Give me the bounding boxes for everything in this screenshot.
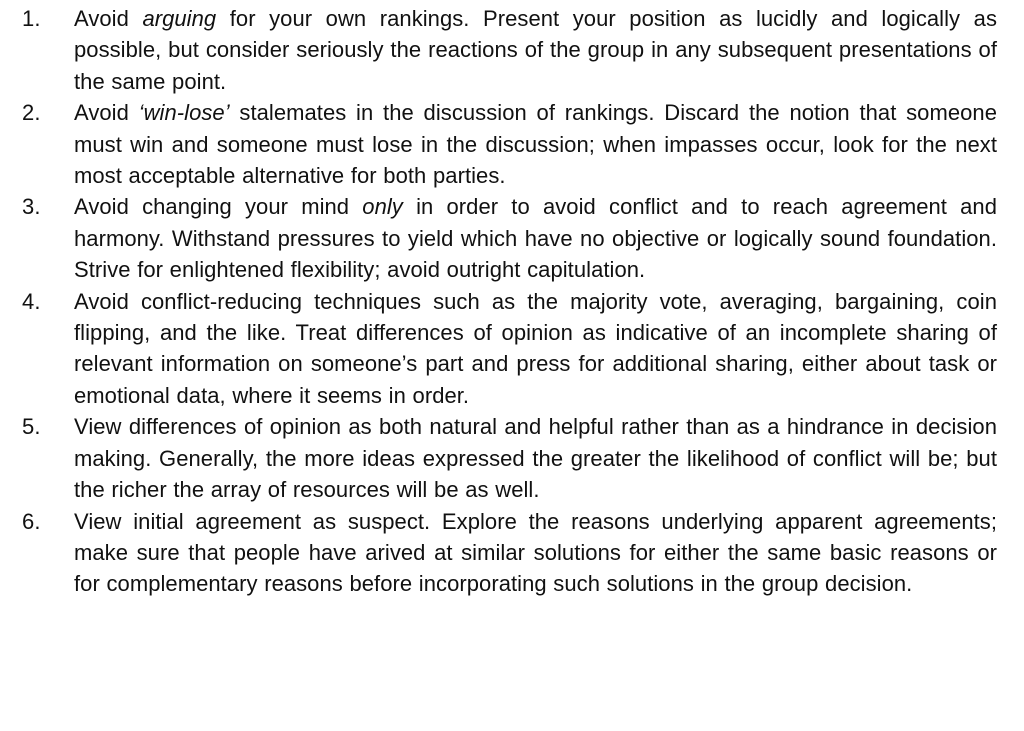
text-segment: Avoid (74, 6, 143, 31)
item-number: 4. (22, 288, 41, 314)
item-text (74, 3, 997, 97)
item-number: 5. (22, 414, 41, 440)
emphasized-text: ‘win-lose’ (138, 100, 230, 126)
text-segment: View initial agreement as suspect. Explore the reasons underlying apparent agreements; make sure that people have arived at similar solutions for either the same basic reasons or for complementary reasons before incorporating such solutions in the group decision. (74, 508, 997, 597)
guideline-list (22, 3, 997, 600)
item-text (74, 191, 997, 285)
emphasized-text: arguing (142, 6, 217, 31)
guideline-item (22, 3, 997, 97)
text-segment: in order to avoid conflict and to reach agreement and harmony. Withstand pressures to yield which have no objective or logically sound foundation. Strive for enlightened flexibility; avoid outright capitulation. (74, 194, 997, 283)
emphasized-text: only (362, 194, 403, 220)
item-text (74, 286, 997, 412)
text-segment: for your own rankings. Present your position as lucidly and logically as possible, but consider seriously the reactions of the group in any subsequent presentations of the same point. (74, 6, 997, 94)
item-text (74, 97, 997, 191)
item-number: 1. (22, 6, 41, 31)
guideline-item (22, 506, 997, 600)
text-segment: stalemates in the discussion of rankings. Discard the notion that someone must win and someone must lose in the discussion; when impasses occur, look for the next most acceptable alternative for both parties. (74, 100, 997, 189)
item-text (74, 506, 997, 600)
item-number: 2. (22, 100, 41, 126)
text-segment: Avoid conflict-reducing techniques such as the majority vote, averaging, bargaining, coin flipping, and the like. Treat differences of opinion as indicative of an incomplete sharing of relevant information on someone’s part and press for additional sharing, either about task or emotional data, where it seems in order. (74, 288, 997, 408)
text-segment: View differences of opinion as both natural and helpful rather than as a hindrance in decision making. Generally, the more ideas expressed the greater the likelihood of conflict will be; but the richer the array of resources will be as well. (74, 414, 997, 503)
guideline-item (22, 411, 997, 505)
item-text (74, 411, 997, 505)
guideline-item (22, 97, 997, 191)
item-number: 6. (22, 508, 41, 534)
guideline-item (22, 191, 997, 285)
text-segment: Avoid changing your mind (74, 194, 363, 220)
guideline-item (22, 286, 997, 412)
text-segment: Avoid (74, 100, 139, 126)
item-number: 3. (22, 194, 41, 220)
